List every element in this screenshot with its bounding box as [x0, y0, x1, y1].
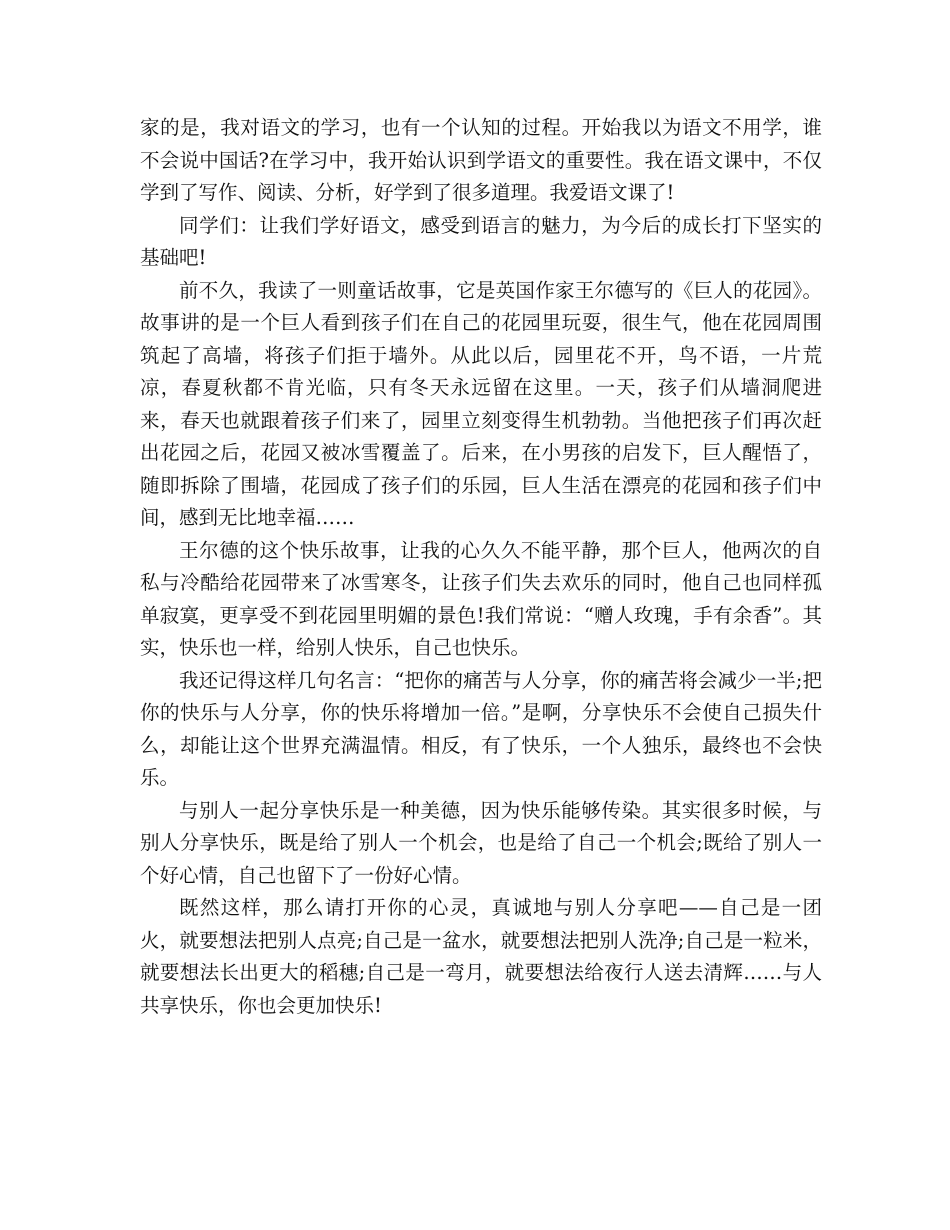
- paragraph: 同学们：让我们学好语文，感受到语言的魅力，为今后的成长打下坚实的基础吧!: [140, 213, 822, 269]
- document-body: [140, 112, 822, 1022]
- paragraph: 王尔德的这个快乐故事，让我的心久久不能平静，那个巨人，他两次的自私与冷酷给花园带来了冰雪寒冬，让孩子们失去欢乐的同时，他自己也同样孤单寂寞，更享受不到花园里明媚的景色!我们常说：“赠人玫瑰，手有余香”。其实，快乐也一样，给别人快乐，自己也快乐。: [140, 538, 822, 659]
- paragraph-continuation: 家的是，我对语文的学习，也有一个认知的过程。开始我以为语文不用学，谁不会说中国话?在学习中，我开始认识到学语文的重要性。我在语文课中，不仅学到了写作、阅读、分析，好学到了很多道理。我爱语文课了!: [140, 116, 822, 204]
- paragraph: 既然这样，那么请打开你的心灵，真诚地与别人分享吧——自己是一团火，就要想法把别人点亮;自己是一盆水，就要想法把别人洗净;自己是一粒米，就要想法长出更大的稻穗;自己是一弯月，就要想法给夜行人送去清辉……与人共享快乐，你也会更加快乐!: [140, 896, 822, 1017]
- paragraph: 前不久，我读了一则童话故事，它是英国作家王尔德写的《巨人的花园》。故事讲的是一个巨人看到孩子们在自己的花园里玩耍，很生气，他在花园周围筑起了高墙，将孩子们拒于墙外。从此以后，园里花不开，鸟不语，一片荒凉，春夏秋都不肯光临，只有冬天永远留在这里。一天，孩子们从墙洞爬进来，春天也就跟着孩子们来了，园里立刻变得生机勃勃。当他把孩子们再次赶出花园之后，花园又被冰雪覆盖了。后来，在小男孩的启发下，巨人醒悟了，随即拆除了围墙，花园成了孩子们的乐园，巨人生活在漂亮的花园和孩子们中间，感到无比地幸福……: [140, 278, 822, 529]
- paragraph: 我还记得这样几句名言：“把你的痛苦与人分享，你的痛苦将会减少一半;把你的快乐与人分享，你的快乐将增加一倍。”是啊，分享快乐不会使自己损失什么，却能让这个世界充满温情。相反，有了快乐，一个人独乐，最终也不会快乐。: [140, 668, 822, 789]
- paragraph: 与别人一起分享快乐是一种美德，因为快乐能够传染。其实很多时候，与别人分享快乐，既是给了别人一个机会，也是给了自己一个机会;既给了别人一个好心情，自己也留下了一份好心情。: [140, 798, 822, 887]
